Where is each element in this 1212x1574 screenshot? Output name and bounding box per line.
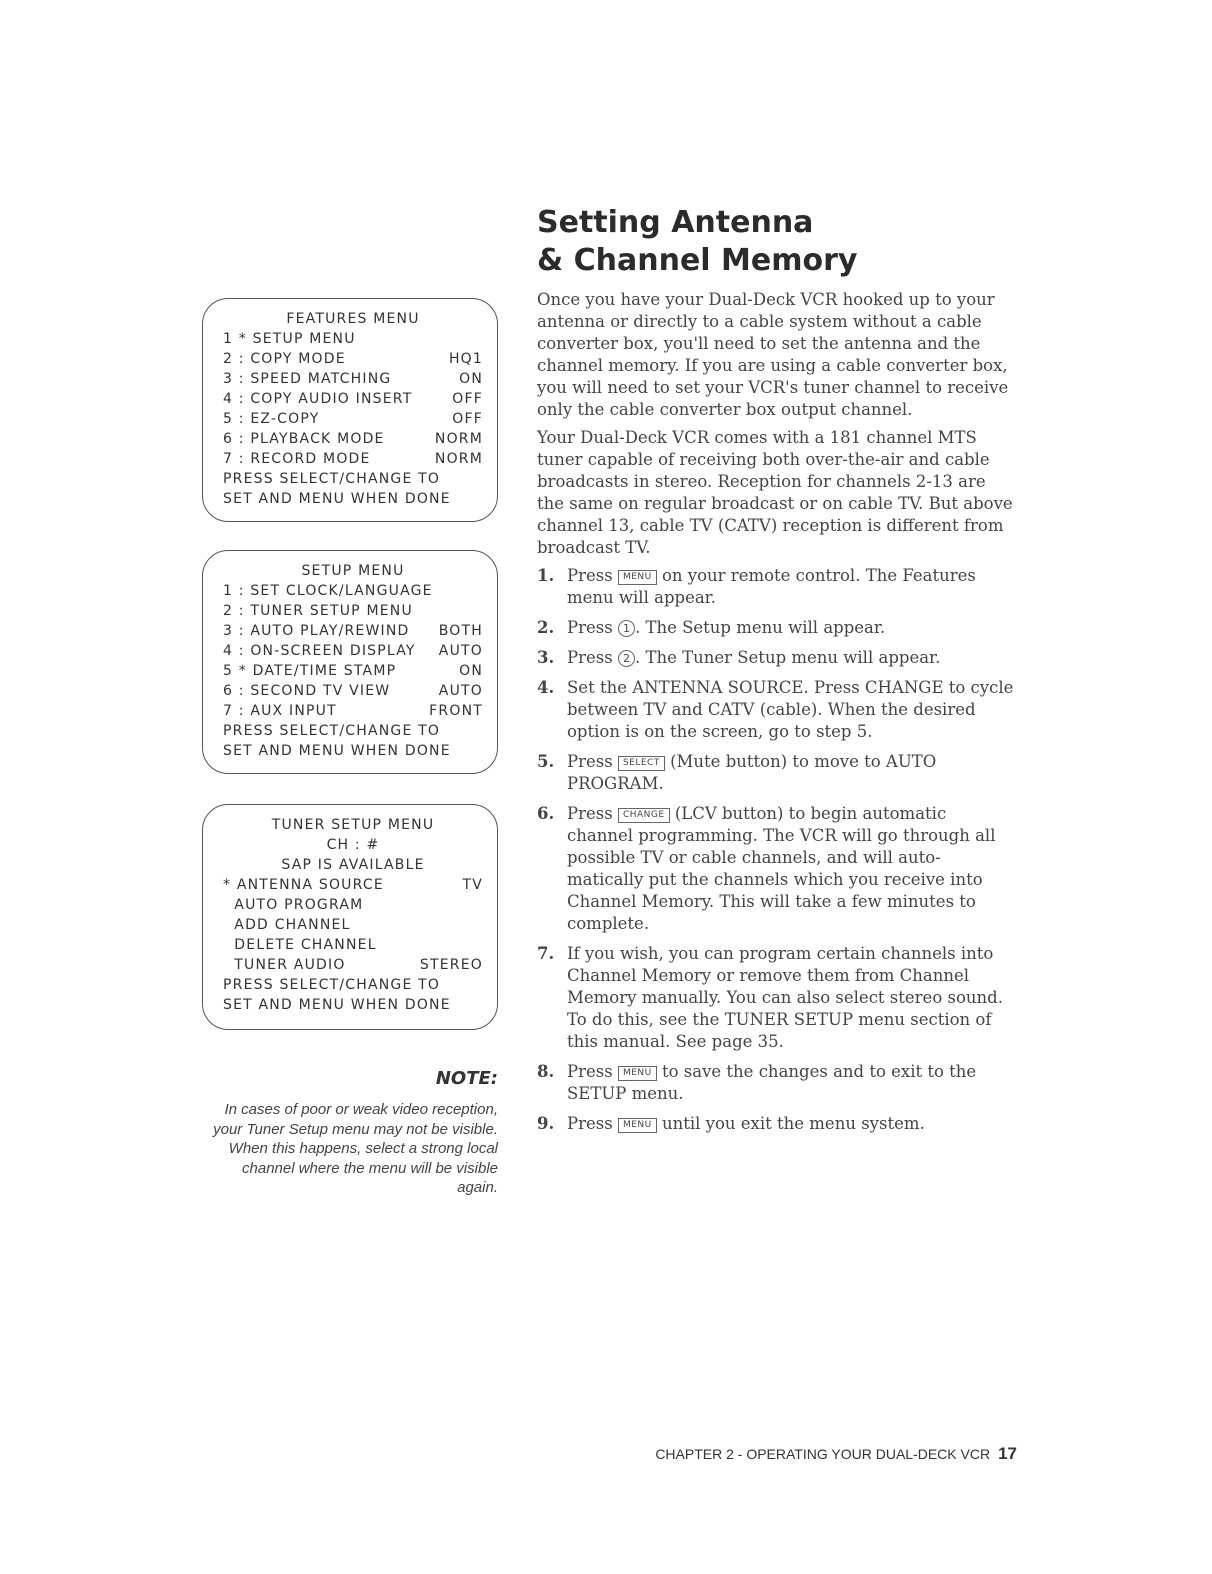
- menu-row: 7 : AUX INPUT FRONT: [223, 703, 483, 719]
- tuner-paragraph: Your Dual-Deck VCR comes with a 181 channel MTS tuner capable of receiving both over-the-air and cable broadcasts in stereo. Reception for channels 2-13 are the same on regular broadcast or on cable TV. But above channel 13, cable TV (CATV) reception is different from broadcast TV.: [537, 428, 1013, 557]
- screen-footer-2: SET AND MENU WHEN DONE: [223, 997, 451, 1013]
- step-item: 1. Press MENU on your remote control. The Features menu will appear.: [537, 566, 976, 607]
- setup-menu-screen: [202, 550, 498, 774]
- step-item: 6. Press CHANGE (LCV button) to begin automatic channel programming. The VCR will go through all possible TV or cable channels, and will auto-matically put the channels which you receive into Channel Memory. This will take a few minutes to complete.: [537, 804, 996, 933]
- body-text: [537, 289, 1017, 1143]
- menu-key-icon: MENU: [618, 570, 657, 585]
- step-item: 4. Set the ANTENNA SOURCE. Press CHANGE to cycle between TV and CATV (cable). When the desired option is on the screen, go to step 5.: [537, 678, 1014, 741]
- number-1-key-icon: 1: [618, 620, 635, 637]
- tuner-setup-menu-screen: [202, 804, 498, 1030]
- menu-row: 5 : EZ-COPY OFF: [223, 411, 483, 427]
- menu-row: * ANTENNA SOURCE TV: [223, 877, 483, 893]
- screen-title: TUNER SETUP MENU: [271, 817, 435, 833]
- menu-row: 1 : SET CLOCK/LANGUAGE: [223, 583, 433, 599]
- menu-row: AUTO PROGRAM: [223, 897, 364, 913]
- menu-row: 4 : ON-SCREEN DISPLAY AUTO: [223, 643, 483, 659]
- menu-row: 1 * SETUP MENU: [223, 331, 356, 347]
- menu-row: 3 : AUTO PLAY/REWIND BOTH: [223, 623, 483, 639]
- step-item: 5. Press SELECT (Mute button) to move to AUTO PROGRAM.: [537, 752, 937, 793]
- screen-footer-1: PRESS SELECT/CHANGE TO: [223, 723, 441, 739]
- screen-footer-1: PRESS SELECT/CHANGE TO: [223, 471, 441, 487]
- menu-row: 5 * DATE/TIME STAMP ON: [223, 663, 483, 679]
- screen-title: SETUP MENU: [301, 563, 405, 579]
- menu-row: DELETE CHANNEL: [223, 937, 377, 953]
- note-text: In cases of poor or weak video reception, your Tuner Setup menu may not be visible. When this happens, select a strong local channel where the menu will be visible again.: [213, 1101, 498, 1196]
- menu-row: TUNER AUDIO STEREO: [223, 957, 483, 973]
- menu-row: 6 : SECOND TV VIEW AUTO: [223, 683, 483, 699]
- screen-title: FEATURES MENU: [286, 311, 420, 327]
- step-item: 8. Press MENU to save the changes and to exit to the SETUP menu.: [537, 1062, 977, 1103]
- screen-footer-1: PRESS SELECT/CHANGE TO: [223, 977, 441, 993]
- chapter-label: CHAPTER 2 - OPERATING YOUR DUAL-DECK VCR: [655, 1446, 991, 1462]
- page-title: Setting Antenna & Channel Memory: [537, 205, 858, 278]
- step-list: [537, 565, 1017, 1135]
- menu-row: 6 : PLAYBACK MODE NORM: [223, 431, 483, 447]
- intro-paragraph: Once you have your Dual-Deck VCR hooked up to your antenna or directly to a cable system without a cable converter box, you'll need to set the antenna and the channel memory. If you are using a cable converter box, you will need to set your VCR's tuner channel to receive only the cable converter box output channel.: [537, 290, 1009, 419]
- number-2-key-icon: 2: [618, 650, 635, 667]
- page-footer: [600, 1444, 1017, 1464]
- sap-line: SAP IS AVAILABLE: [281, 857, 425, 873]
- note-label: NOTE:: [435, 1068, 498, 1089]
- select-key-icon: SELECT: [618, 756, 665, 771]
- menu-key-icon: MENU: [618, 1066, 657, 1081]
- menu-row: 4 : COPY AUDIO INSERT OFF: [223, 391, 483, 407]
- menu-row: 2 : COPY MODE HQ1: [223, 351, 483, 367]
- menu-row: 3 : SPEED MATCHING ON: [223, 371, 483, 387]
- screen-footer-2: SET AND MENU WHEN DONE: [223, 491, 451, 507]
- menu-row: 7 : RECORD MODE NORM: [223, 451, 483, 467]
- step-item: 3. Press 2 . The Tuner Setup menu will appear.: [537, 648, 941, 667]
- menu-key-icon: MENU: [618, 1118, 657, 1133]
- step-item: 7. If you wish, you can program certain channels into Channel Memory or remove them from Channel Memory manually. You can also select stereo sound. To do this, see the TUNER SETUP menu section of this manual. See page 35.: [537, 944, 1003, 1051]
- screen-footer-2: SET AND MENU WHEN DONE: [223, 743, 451, 759]
- step-item: 2. Press 1 . The Setup menu will appear.: [537, 618, 886, 637]
- menu-row: 2 : TUNER SETUP MENU: [223, 603, 413, 619]
- page-number: 17: [998, 1444, 1017, 1463]
- channel-line: CH : #: [326, 837, 380, 853]
- menu-row: ADD CHANNEL: [223, 917, 351, 933]
- change-key-icon: CHANGE: [618, 808, 670, 823]
- features-menu-screen: [202, 298, 498, 522]
- step-item: 9. Press MENU until you exit the menu system.: [537, 1114, 925, 1133]
